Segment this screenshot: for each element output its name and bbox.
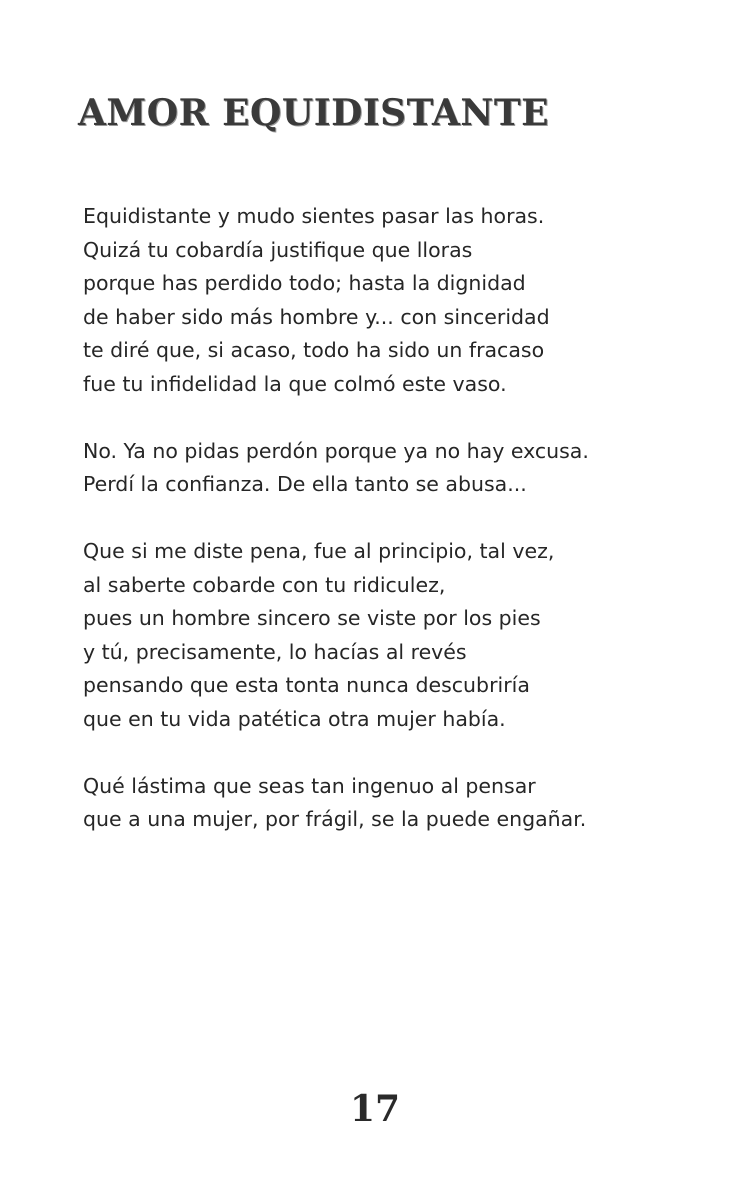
page-number: 17 [349,1088,401,1130]
poem-line: Qué lástima que seas tan ingenuo al pensar [83,773,536,798]
poem-body [83,200,723,870]
stanza [83,435,723,502]
stanza [83,200,723,401]
poem-line: Perdí la confianza. De ella tanto se abusa... [83,472,527,496]
poem-line: pensando que esta tonta nunca descubriría [83,673,530,697]
poem-line: Quizá tu cobardía justifique que lloras [83,237,473,262]
poem-line: No. Ya no pidas perdón porque ya no hay excusa. [83,438,589,463]
poem-line: de haber sido más hombre y... con sinceridad [83,304,550,329]
poem-line: al saberte cobarde con tu ridiculez, [83,572,446,597]
poem-line: Equidistante y mudo sientes pasar las horas. [83,204,545,228]
poem-line: te diré que, si acaso, todo ha sido un fracaso [83,338,545,362]
poem-line: pues un hombre sincero se viste por los pies [83,606,541,630]
poem-line: porque has perdido todo; hasta la dignidad [83,271,526,295]
stanza [83,770,723,837]
poem-line: Que si me diste pena, fue al principio, tal vez, [83,539,555,563]
stanza [83,535,723,736]
poem-line: fue tu infidelidad la que colmó este vaso. [83,371,507,396]
poem-line: que a una mujer, por frágil, se la puede engañar. [83,807,587,831]
poem-title: AMOR EQUIDISTANTE [78,92,550,134]
poem-line: y tú, precisamente, lo hacías al revés [83,639,467,664]
poem-line: que en tu vida patética otra mujer había. [83,706,506,731]
